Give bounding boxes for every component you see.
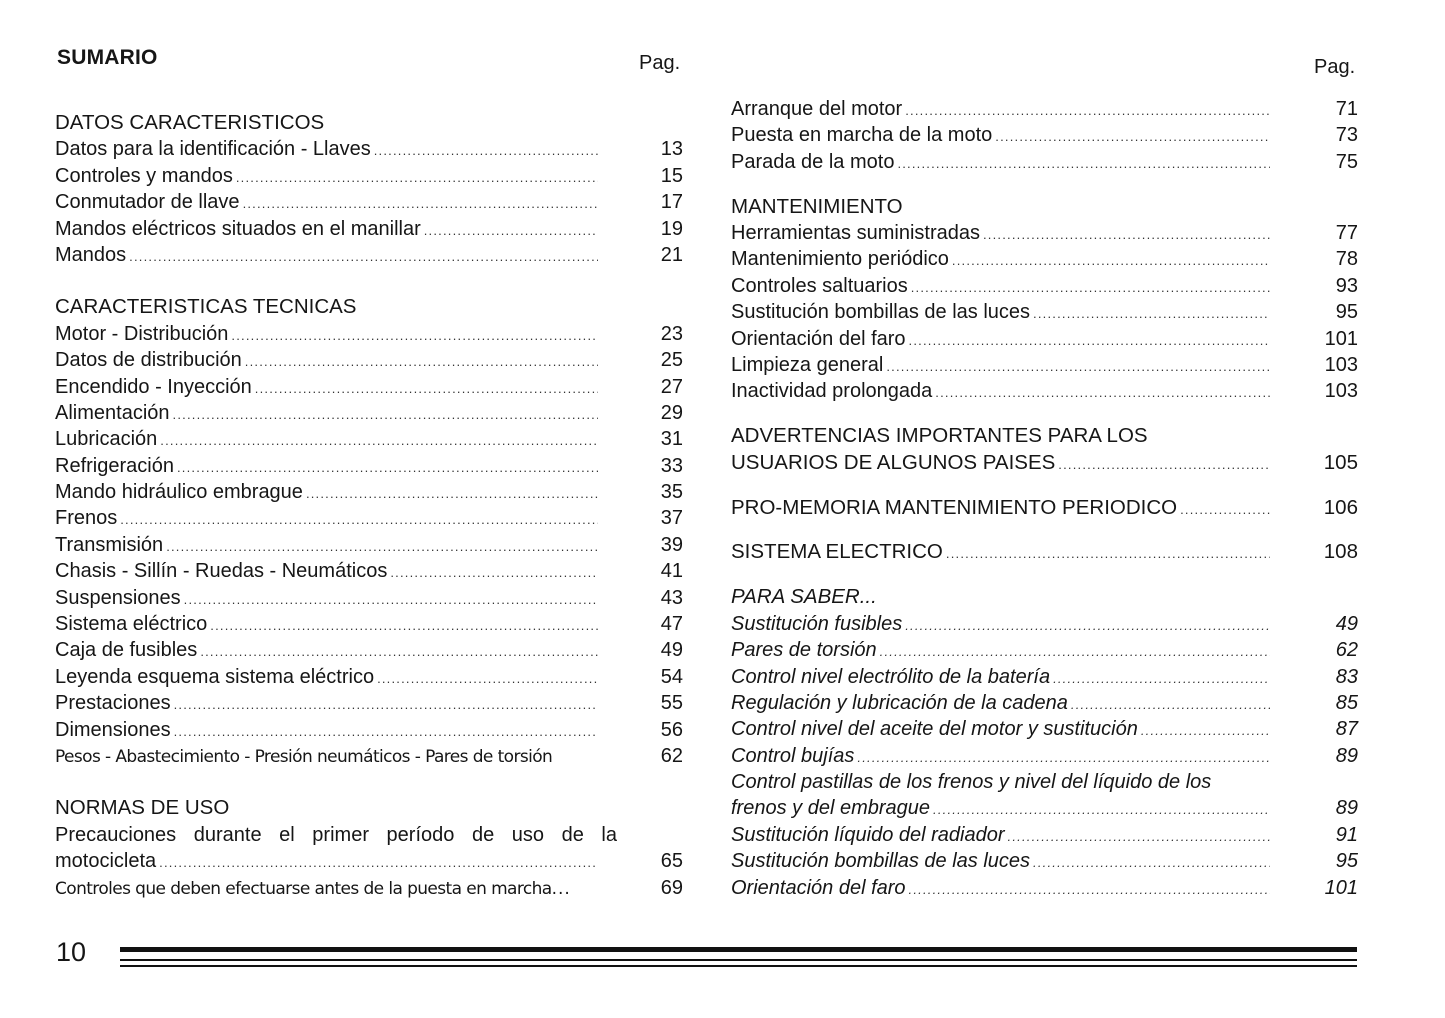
toc-entry-label: Mantenimiento periódico	[731, 248, 949, 271]
leader-dots	[210, 611, 598, 635]
leader-dots	[174, 690, 598, 714]
toc-entry-page: 91	[1335, 823, 1358, 846]
toc-entry-label: Pares de torsión	[731, 639, 877, 662]
toc-entry-page: 43	[660, 586, 683, 609]
toc-entry[interactable]	[731, 326, 1358, 352]
toc-entry-label: Sustitución fusibles	[731, 612, 903, 635]
toc-entry[interactable]	[731, 848, 1358, 874]
leader-dots	[184, 585, 598, 609]
toc-entry-label: Sistema eléctrico	[55, 613, 208, 636]
datos-list	[55, 136, 683, 268]
toc-entry-page: 27	[660, 375, 683, 398]
leader-dots	[995, 122, 1270, 146]
toc-entry-label: Regulación y lubricación de la cadena	[731, 691, 1068, 714]
footer-rule-thick	[120, 947, 1357, 952]
toc-entry[interactable]	[55, 453, 683, 479]
leader-dots	[245, 347, 598, 371]
toc-entry[interactable]	[55, 374, 683, 400]
section-heading-normas: NORMAS DE USO	[55, 796, 230, 820]
leader-dots	[374, 136, 598, 160]
toc-entry-label: Parada de la moto	[731, 150, 895, 173]
para-saber-list-b	[731, 822, 1358, 901]
toc-entry-advertencias[interactable]: ADVERTENCIAS IMPORTANTES PARA LOS USUARIOS DE ALGUNOS PAISES ..... 105	[731, 423, 1358, 476]
leader-dots	[983, 220, 1270, 244]
toc-entry-precauciones[interactable]: Precauciones durante el primer período de uso de la motocicleta ..... 65	[55, 822, 683, 875]
toc-entry[interactable]	[731, 299, 1358, 325]
toc-entry-page: 71	[1335, 98, 1358, 120]
toc-entry-page: 41	[660, 560, 683, 583]
leader-dots	[129, 242, 598, 266]
toc-entry-page: 33	[660, 454, 683, 477]
leader-dots	[377, 664, 598, 688]
toc-right-column	[731, 96, 1358, 901]
toc-entry-label: Mandos eléctricos situados en el manillar	[55, 217, 421, 240]
toc-entry-page: 19	[660, 217, 683, 240]
toc-entry-page: 77	[1335, 222, 1358, 245]
toc-entry-promemoria[interactable]: PRO-MEMORIA MANTENIMIENTO PERIODICO ..... 106	[731, 495, 1358, 521]
toc-entry-label: Lubricación	[55, 428, 158, 451]
toc-entry-label: Controles y mandos	[55, 164, 233, 187]
toc-entry[interactable]	[731, 246, 1358, 272]
toc-entry[interactable]	[55, 479, 683, 505]
toc-entry[interactable]	[55, 189, 683, 215]
leader-dots	[1008, 822, 1270, 846]
leader-dots	[200, 637, 598, 661]
leader-dots	[243, 189, 598, 213]
toc-entry[interactable]	[55, 558, 683, 584]
toc-entry[interactable]	[731, 96, 1358, 122]
leader-dots	[1033, 299, 1270, 323]
toc-entry-label: Orientación del faro	[731, 327, 906, 350]
leader-dots	[236, 163, 598, 187]
toc-entry[interactable]	[55, 163, 683, 189]
toc-entry[interactable]	[55, 216, 683, 242]
leader-dots	[880, 637, 1270, 661]
toc-entry[interactable]	[55, 400, 683, 426]
toc-entry-page: 56	[660, 718, 683, 741]
leader-dots	[935, 378, 1270, 402]
toc-entry-label: Sustitución bombillas de las luces	[731, 850, 1031, 873]
section-heading-tecnicas: CARACTERISTICAS TECNICAS	[55, 295, 357, 319]
leader-dots	[231, 321, 598, 345]
toc-entry[interactable]	[55, 690, 683, 716]
toc-entry-label: Conmutador de llave	[55, 191, 240, 214]
toc-entry[interactable]	[731, 273, 1358, 299]
toc-entry-page: 73	[1335, 124, 1358, 147]
toc-entry-page: 15	[660, 164, 683, 187]
leader-dots	[909, 326, 1270, 350]
toc-entry-label: Control nivel del aceite del motor y sustitución	[731, 718, 1138, 741]
toc-entry-page: 29	[660, 401, 683, 424]
toc-entry-page: 75	[1335, 150, 1358, 173]
toc-entry-label: Orientación del faro	[731, 876, 906, 899]
pag-header-left: Pag.	[639, 52, 681, 74]
toc-entry-label: Limpieza general	[731, 354, 884, 377]
toc-entry-label: Herramientas suministradas	[731, 222, 980, 245]
page-title: SUMARIO	[57, 46, 158, 69]
toc-entry[interactable]	[731, 875, 1358, 901]
toc-entry-label: Arranque del motor	[731, 98, 903, 120]
toc-entry-page: 62	[1335, 639, 1358, 662]
leader-dots	[911, 273, 1270, 297]
toc-entry[interactable]	[731, 220, 1358, 246]
leader-dots	[1033, 848, 1270, 872]
leader-dots	[306, 479, 598, 503]
footer-rule-thin	[120, 959, 1357, 961]
toc-entry-page: 78	[1335, 248, 1358, 271]
toc-entry[interactable]	[731, 716, 1358, 742]
toc-entry-label: Datos de distribución	[55, 349, 242, 372]
toc-entry-label: Datos para la identificación - Llaves	[55, 138, 371, 161]
toc-entry-label: Sustitución bombillas de las luces	[731, 301, 1031, 324]
toc-entry[interactable]	[55, 532, 683, 558]
leader-dots	[1071, 690, 1270, 714]
toc-entry[interactable]	[731, 352, 1358, 378]
toc-entry-page: 55	[660, 692, 683, 715]
leader-dots	[1141, 716, 1270, 740]
toc-entry-page: 83	[1335, 665, 1358, 688]
toc-entry[interactable]	[55, 611, 683, 637]
leader-dots	[1053, 664, 1270, 688]
toc-entry[interactable]	[731, 822, 1358, 848]
leader-dots	[160, 426, 598, 450]
toc-entry[interactable]	[731, 149, 1358, 175]
toc-entry-page: 85	[1335, 691, 1358, 714]
toc-entry-pastillas[interactable]: Control pastillas de los frenos y nivel del líquido de los frenos y del embrague ..... 89	[731, 769, 1358, 822]
leader-dots	[857, 743, 1270, 767]
leader-dots	[173, 400, 598, 424]
leader-dots	[905, 96, 1270, 120]
toc-entry-label: Alimentación	[55, 401, 170, 424]
leader-dots	[952, 246, 1270, 270]
toc-entry-page: 35	[660, 481, 683, 504]
toc-entry-label: Controles saltuarios	[731, 274, 908, 297]
leader-dots	[424, 216, 598, 240]
toc-entry-label: Control bujías	[731, 744, 855, 767]
toc-entry-label: Mando hidráulico embrague	[55, 481, 303, 504]
toc-entry-label: Suspensiones	[55, 586, 181, 609]
toc-entry-page: 31	[660, 428, 683, 451]
toc-entry-page: 17	[660, 191, 683, 214]
toc-entry-page: 49	[660, 639, 683, 662]
toc-entry-page: 101	[1324, 876, 1358, 899]
toc-entry-controles-puesta[interactable]: Controles que deben efectuarse antes de la puesta en marcha ... 69	[55, 876, 683, 899]
section-heading-mantenimiento: MANTENIMIENTO	[731, 194, 903, 218]
toc-entry-page: 87	[1335, 718, 1358, 741]
toc-entry[interactable]	[731, 611, 1358, 637]
toc-entry[interactable]	[731, 690, 1358, 716]
toc-entry[interactable]	[55, 321, 683, 347]
leader-dots	[390, 558, 598, 582]
toc-entry-label: Leyenda esquema sistema eléctrico	[55, 665, 375, 688]
section-heading-datos: DATOS CARACTERISTICOS	[55, 111, 325, 134]
leader-dots	[166, 532, 598, 556]
leader-dots	[886, 352, 1270, 376]
toc-entry-page: 23	[660, 322, 683, 345]
toc-entry[interactable]	[731, 378, 1358, 404]
mantenimiento-list	[731, 220, 1358, 405]
toc-entry[interactable]	[55, 426, 683, 452]
leader-dots	[174, 717, 598, 741]
leader-dots	[120, 505, 598, 529]
toc-entry-label: Caja de fusibles	[55, 639, 198, 662]
toc-entry-label: Refrigeración	[55, 454, 174, 477]
toc-entry-page: 39	[660, 533, 683, 556]
toc-entry[interactable]	[731, 743, 1358, 769]
toc-entry-page: 13	[660, 138, 683, 161]
toc-entry-page: 101	[1324, 327, 1358, 350]
tecnicas-list	[55, 321, 683, 743]
toc-entry-label: Motor - Distribución	[55, 322, 229, 345]
toc-entry-page: 21	[660, 243, 683, 266]
toc-entry-label: Prestaciones	[55, 692, 171, 715]
toc-entry-page: 49	[1335, 612, 1358, 635]
leader-dots	[909, 875, 1270, 899]
toc-entry-sistema-electrico[interactable]: SISTEMA ELECTRICO ..... 108	[731, 539, 1358, 565]
footer-rule-thin	[120, 965, 1357, 967]
toc-entry[interactable]	[55, 242, 683, 268]
leader-dots	[897, 149, 1270, 173]
page-number: 10	[56, 937, 87, 967]
toc-entry-page: 54	[660, 665, 683, 688]
toc-entry-label: Encendido - Inyección	[55, 375, 252, 398]
pag-header-right: Pag.	[1314, 56, 1356, 78]
toc-entry-label: Chasis - Sillín - Ruedas - Neumáticos	[55, 560, 388, 583]
toc-entry[interactable]	[731, 637, 1358, 663]
toc-entry-label: Transmisión	[55, 533, 164, 556]
toc-entry-pesos[interactable]: Pesos - Abastecimiento - Presión neumáticos - Pares de torsión 62	[55, 744, 683, 767]
toc-entry[interactable]	[55, 585, 683, 611]
toc-entry-label: Frenos	[55, 507, 118, 530]
toc-entry-label: Inactividad prolongada	[731, 380, 933, 403]
toc-entry-page: 103	[1324, 380, 1358, 403]
toc-entry-page: 89	[1335, 744, 1358, 767]
leader-dots	[255, 374, 598, 398]
toc-entry-label: Control nivel electrólito de la batería	[731, 665, 1051, 688]
toc-entry-page: 93	[1335, 274, 1358, 297]
toc-entry[interactable]	[55, 505, 683, 531]
toc-entry[interactable]	[731, 664, 1358, 690]
toc-entry-label: Dimensiones	[55, 718, 171, 741]
toc-entry-page: 25	[660, 349, 683, 372]
toc-entry[interactable]	[731, 122, 1358, 148]
arranque-list	[731, 96, 1358, 175]
toc-entry-label: Mandos	[55, 243, 127, 266]
toc-entry[interactable]	[55, 717, 683, 743]
toc-entry[interactable]	[55, 347, 683, 373]
toc-entry[interactable]	[55, 637, 683, 663]
section-heading-para-saber: PARA SABER...	[731, 585, 877, 609]
toc-entry[interactable]	[55, 136, 683, 162]
toc-entry-page: 103	[1324, 354, 1358, 377]
toc-entry[interactable]	[55, 664, 683, 690]
para-saber-list-a	[731, 611, 1358, 769]
toc-entry-page: 95	[1335, 850, 1358, 873]
toc-entry-page: 37	[660, 507, 683, 530]
leader-dots	[177, 453, 598, 477]
toc-entry-page: 95	[1335, 301, 1358, 324]
toc-entry-label: Sustitución líquido del radiador	[731, 823, 1005, 846]
toc-entry-label: Puesta en marcha de la moto	[731, 124, 993, 147]
leader-dots	[905, 611, 1270, 635]
toc-entry-page: 47	[660, 613, 683, 636]
toc-left-column	[55, 110, 683, 901]
